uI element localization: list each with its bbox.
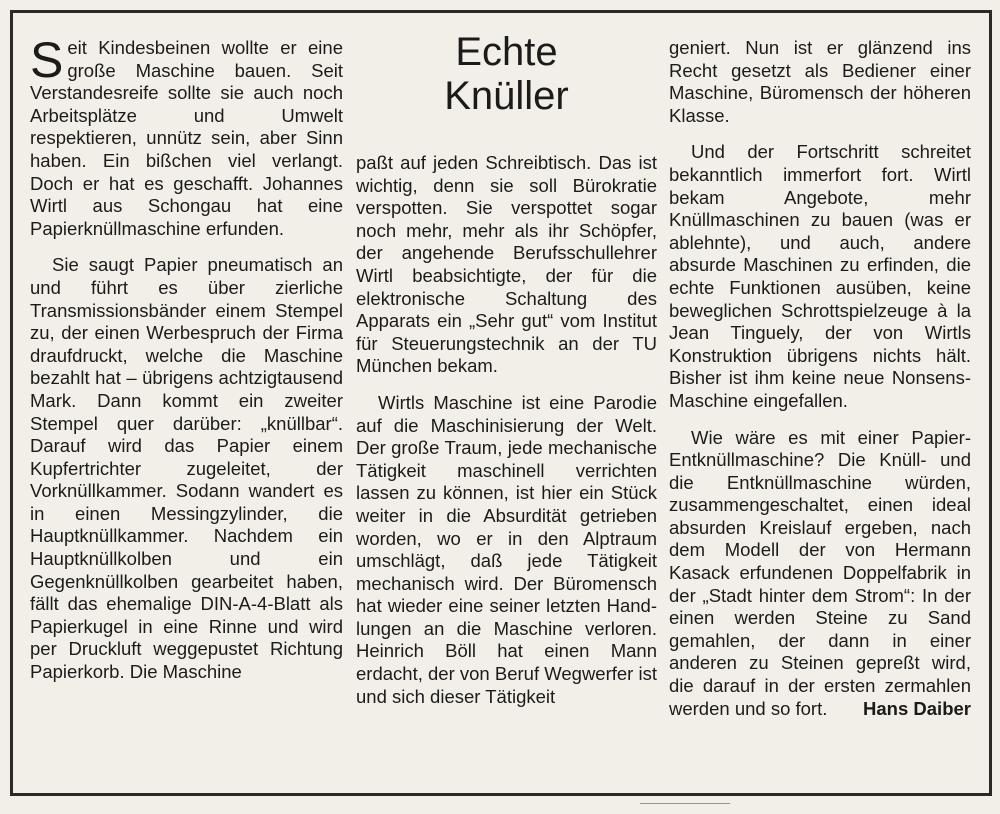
dropcap: S bbox=[30, 32, 64, 88]
headline-line-2: Knüller bbox=[444, 74, 569, 118]
paragraph-parody: Wirtls Maschine ist eine Parodie auf die Maschinisierung der Welt. Der große Traum, jede mechanische Tätigkeit maschinell verrichten lassen zu können, ist hier ein Stück weiter in die Absurdität getrieben worden, wo er in den Alptraum umschlägt, daß jede Tätigkeit mechanisch wird. Der Büromensch hat wieder eine seiner letzten Hand-lungen an die Maschine verloren. Heinrich Böll hat einen Mann erdacht, der von Beruf Wegwerfer ist und sich dieser Tätigkeit bbox=[356, 391, 657, 707]
headline bbox=[356, 30, 657, 118]
paragraph-bediener: geniert. Nun ist er glänzend ins Recht gesetzt als Bediener einer Maschine, Büromensch der höheren Klasse. bbox=[669, 37, 971, 126]
author-byline: Hans Daiber bbox=[863, 697, 971, 719]
paragraph-intro bbox=[30, 32, 343, 240]
paragraph-entknuell-text: Wie wäre es mit einer Papier-Entknüllmaschine? Die Knüll- und die Entknüllmaschine würden, zusammengeschaltet, einen ideal absurden Kreislauf ergeben, nach dem Modell der von Hermann Kasack erfundenen Doppelfabrik in der „Stadt hinter dem Strom“: In der einen werden Steine zu Sand gemahlen, der dann in einer anderen zu Steinen gepreßt wird, die darauf in der ersten zermahlen werden und so fort. bbox=[669, 426, 971, 719]
paragraph-entknuell bbox=[669, 427, 971, 721]
column-3 bbox=[669, 37, 971, 720]
headline-line-1: Echte bbox=[455, 30, 558, 74]
scan-mark bbox=[640, 803, 730, 804]
paragraph-intro-text: eit Kindesbeinen wollte er eine große Maschine bauen. Seit Verstandesreife sollte sie auch noch Arbeitsplätze und Umwelt respektieren, unnütz sein, aber Sinn haben. Ein bißchen viel verlangt. Doch er hat es geschafft. Johannes Wirtl aus Schongau hat eine Papierknüllmaschine erfunden. bbox=[30, 37, 343, 239]
column-2 bbox=[356, 152, 657, 708]
paragraph-machine-process: Sie saugt Papier pneumatisch an und führt es über zierliche Transmissionsbänder einem Stempel zu, der einen Werbespruch der Firma draufdruckt, welche die Maschine bezahlt hat – übrigens achtzigtausend Mark. Dann kommt ein zweiter Stempel quer darüber: „knüllbar“. Darauf wird das Papier einem Kupfertrichter zugeleitet, der Vorknüllkammer. Sodann wandert es in einen Messingzylinder, die Hauptknüllkammer. Nachdem ein Hauptknüllkolben und ein Gegenknüllkolben gearbeitet haben, fällt das ehemalige DIN-A-4-Blatt als Papierkugel in eine Rinne und wird per Druckluft weggepustet Richtung Papierkorb. Die Maschine bbox=[30, 254, 343, 683]
column-1 bbox=[30, 32, 343, 684]
paragraph-fortschritt: Und der Fortschritt schreitet bekanntlich immerfort fort. Wirtl bekam Angebote, mehr Knüllmaschinen zu bauen (was er ablehnte), und auch, andere absurde Maschinen zu erfinden, die echte Funktionen ausüben, keine beweglichen Schrottspielzeuge à la Jean Tinguely, der von Wirtls Konstruktion übrigens nichts hält. Bisher ist ihm keine neue Nonsens-Maschine eingefallen. bbox=[669, 141, 971, 411]
paragraph-desk: paßt auf jeden Schreibtisch. Das ist wichtig, denn sie soll Bürokratie verspotten. Sie verspottet sogar noch mehr, mehr als ihr Schöpfer, der angehende Berufsschullehrer Wirtl beabsichtigte, der für die elektronische Schaltung des Apparats ein „Sehr gut“ vom Institut für Steuerungstechnik an der TU München bekam. bbox=[356, 152, 657, 377]
